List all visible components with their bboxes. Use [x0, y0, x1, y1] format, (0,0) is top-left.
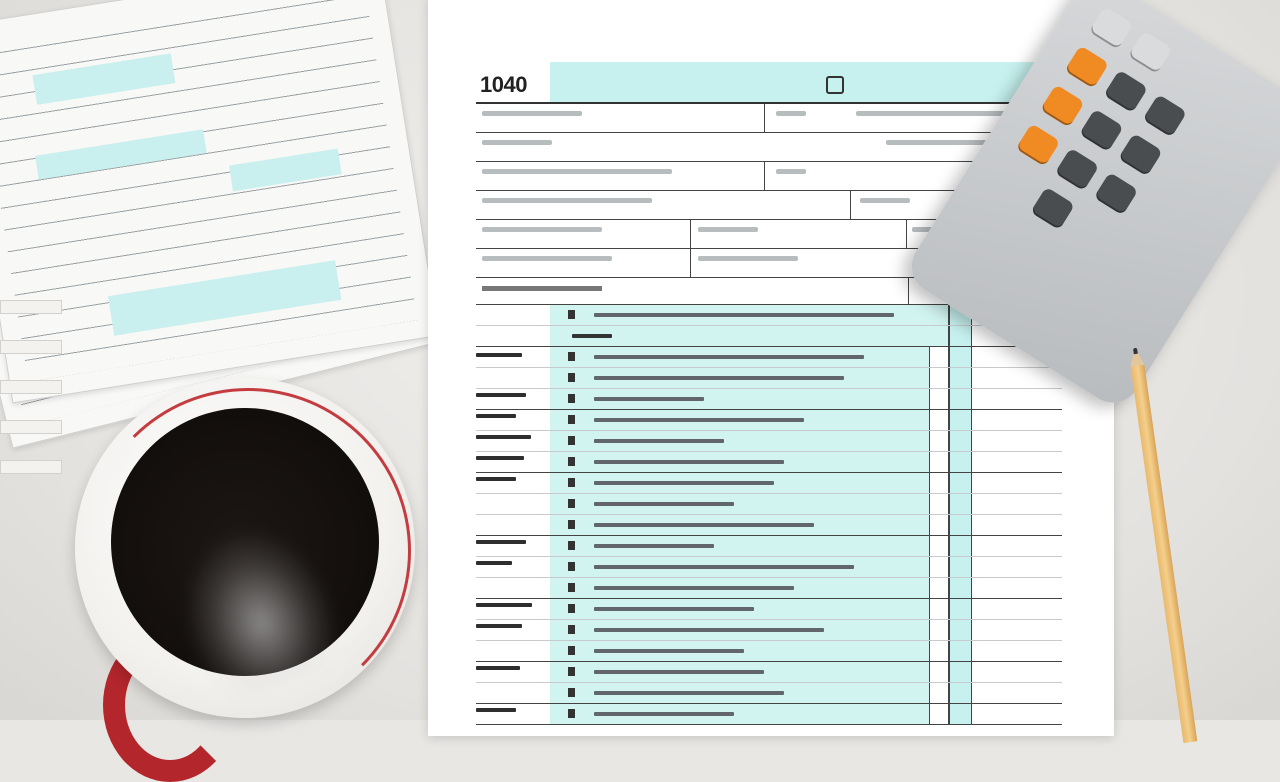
income-lines: [476, 305, 1062, 725]
background-tax-papers: [0, 0, 420, 420]
calculator-key[interactable]: [1128, 31, 1173, 74]
paper-stack-edges: [0, 300, 60, 480]
calculator-key[interactable]: [1103, 70, 1148, 113]
calculator-key[interactable]: [1064, 45, 1109, 88]
form-icon: [826, 76, 844, 94]
calculator-key[interactable]: [1118, 133, 1163, 176]
calculator-key[interactable]: [1040, 84, 1085, 127]
coffee-mug: [75, 378, 415, 718]
coffee: [111, 408, 379, 676]
calculator-key[interactable]: [1142, 94, 1187, 137]
calculator-key[interactable]: [1016, 123, 1061, 166]
calculator-key[interactable]: [1094, 172, 1139, 215]
calculator-key[interactable]: [1089, 6, 1134, 49]
calculator-key[interactable]: [1079, 109, 1124, 152]
form-field-row[interactable]: [476, 104, 1062, 133]
form-number: 1040: [480, 72, 527, 97]
form-header: [476, 62, 1062, 104]
background-paper: [0, 0, 439, 403]
calculator-key[interactable]: [1030, 187, 1075, 230]
calculator-key[interactable]: [1055, 148, 1100, 191]
